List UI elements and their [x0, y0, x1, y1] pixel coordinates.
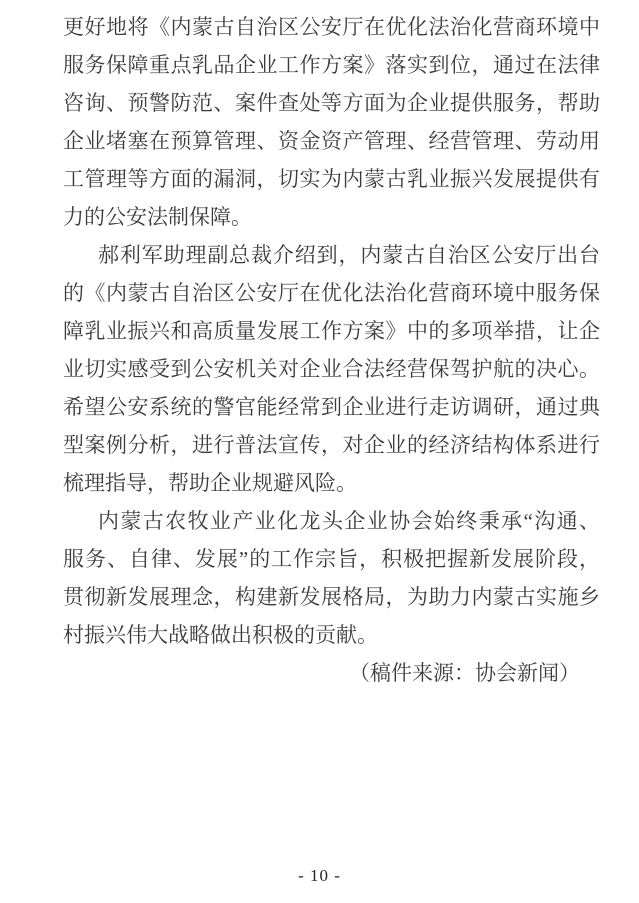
paragraph-line: 村振兴伟大战略做出积极的贡献。 — [63, 623, 378, 647]
paragraph — [63, 8, 600, 236]
paragraph-line: 更好地将《内蒙古自治区公安厅在优化法治化营商环境中 — [63, 15, 600, 39]
paragraph-line: 障乳业振兴和高质量发展工作方案》中的多项举措，让企 — [63, 319, 600, 343]
paragraph-line: 服务保障重点乳品企业工作方案》落实到位，通过在法律 — [63, 53, 600, 77]
paragraph-line: 力的公安法制保障。 — [63, 205, 252, 229]
paragraph-line: 内蒙古农牧业产业化龙头企业协会始终秉承“沟通、 — [98, 509, 600, 533]
paragraph-line: 业切实感受到公安机关对企业合法经营保驾护航的决心。 — [63, 357, 600, 381]
paragraph-line: 企业堵塞在预算管理、资金资产管理、经营管理、劳动用 — [63, 129, 600, 153]
source-attribution: （稿件来源：协会新闻） — [349, 661, 580, 685]
page-number: - 10 - — [298, 866, 341, 885]
paragraph-line: 咨询、预警防范、案件查处等方面为企业提供服务，帮助 — [63, 91, 600, 115]
paragraph-line: 贯彻新发展理念，构建新发展格局，为助力内蒙古实施乡 — [63, 585, 600, 609]
paragraph-line: 希望公安系统的警官能经常到企业进行走访调研，通过典 — [63, 395, 600, 419]
paragraph-line: 工管理等方面的漏洞，切实为内蒙古乳业振兴发展提供有 — [63, 167, 600, 191]
paragraph-line: 的《内蒙古自治区公安厅在优化法治化营商环境中服务保 — [63, 281, 600, 305]
paragraph-line: 型案例分析，进行普法宣传，对企业的经济结构体系进行 — [63, 433, 600, 457]
paragraph — [63, 502, 600, 654]
document-text-block — [63, 8, 600, 692]
paragraph — [63, 236, 600, 502]
paragraph-line: 梳理指导，帮助企业规避风险。 — [63, 471, 357, 495]
paragraph-line: 郝利军助理副总裁介绍到，内蒙古自治区公安厅出台 — [98, 243, 600, 267]
paragraph-line: 服务、自律、发展”的工作宗旨，积极把握新发展阶段， — [63, 547, 600, 571]
